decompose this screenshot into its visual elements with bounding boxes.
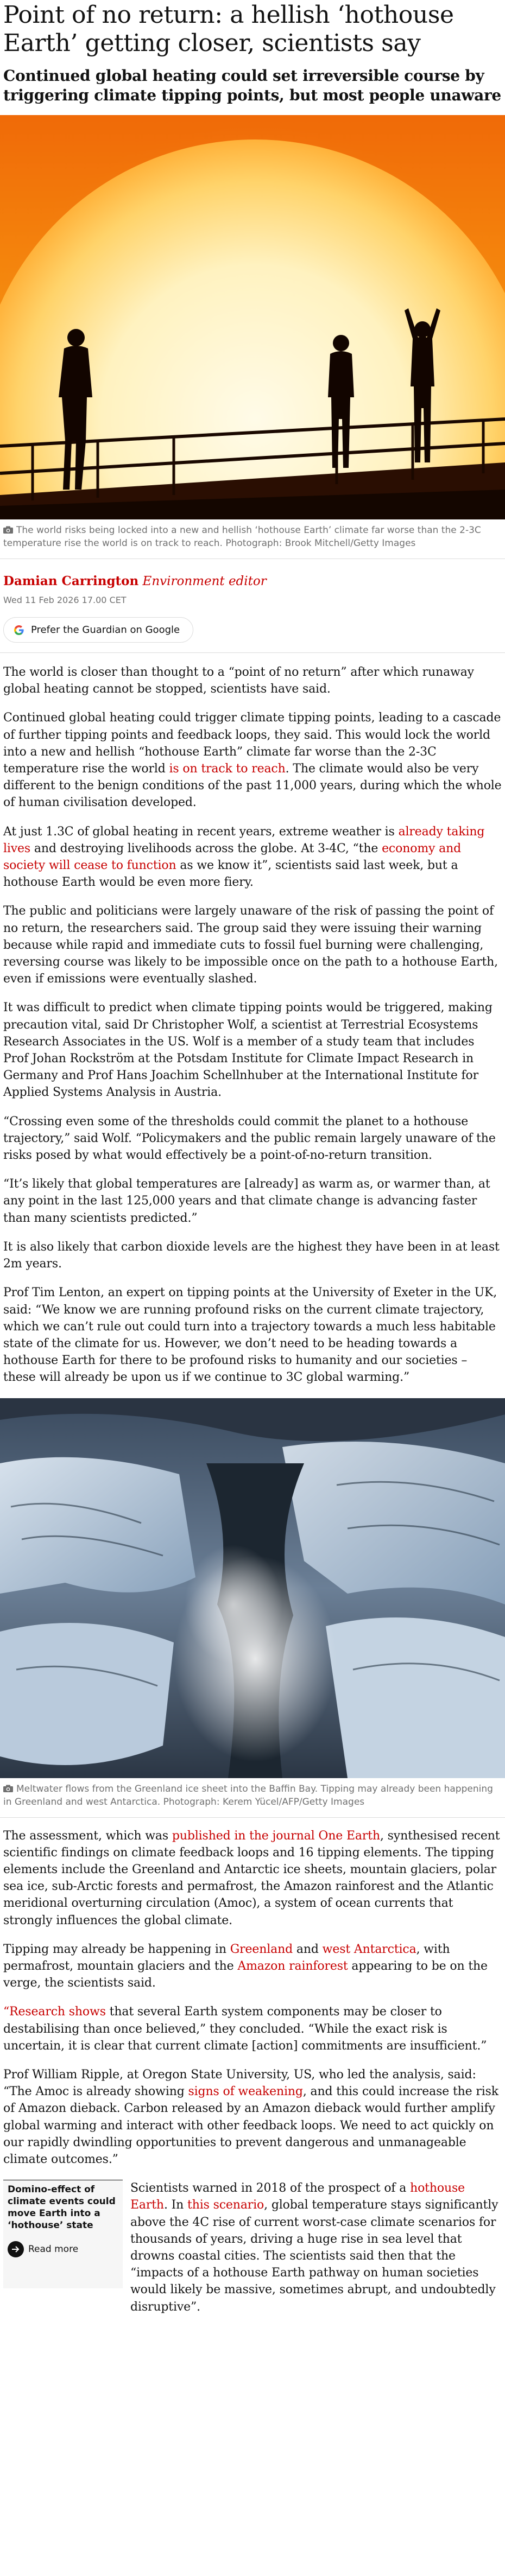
read-more-label: Read more (28, 2244, 79, 2255)
inline-link[interactable]: west Antarctica (322, 1942, 416, 1956)
prefer-guardian-button[interactable] (3, 617, 193, 643)
inline-link[interactable]: this scenario (187, 2198, 264, 2212)
inline-link[interactable]: Greenland (230, 1942, 293, 1956)
read-more-link[interactable] (8, 2241, 118, 2257)
related-row (0, 2180, 505, 2315)
paragraph: Scientists warned in 2018 of the prospect of a hothouse Earth. In this scenario, global temperature stays significantly above the 4C rise of current worst-case climate scenarios for thousands of years, driving a huge rise in sea level that drowns coastal cities. The scientists said then that the “impacts of a hothouse Earth pathway on human societies would likely be massive, sometimes abrupt, and undoubtedly disruptive”. (130, 2181, 498, 2314)
divider (0, 652, 505, 653)
paragraph: At just 1.3C of global heating in recent years, extreme weather is already taking lives and destroying livelihoods across the globe. At 3-4C, “the economy and society will cease to function as we know it”, scientists said last week, but a hothouse Earth would be even more fiery. (3, 824, 485, 890)
hero-caption-text: The world risks being locked into a new and hellish ‘hothouse Earth’ climate far worse than the 2-3C temperature rise the world is on track to reach. Photograph: Brook Mitchell/Getty Images (3, 525, 481, 549)
paragraph: It was difficult to predict when climate tipping points would be triggered, making precaution vital, said Dr Christopher Wolf, a scientist at Terrestrial Ecosystems Research Associates in the US. Wolf is a member of a study team that includes Prof Johan Rockström at the Potsdam Institute for Climate Impact Research in Germany and Prof Hans Joachim Schellnhuber at the International Institute for Applied Systems Analysis in Austria. (3, 1001, 493, 1100)
inline-link[interactable]: already taking lives (3, 824, 485, 855)
publish-date: Wed 11 Feb 2026 17.00 CET (3, 595, 127, 605)
hero-image (0, 115, 505, 519)
headline: Point of no return: a hellish ‘hothouse Earth’ getting closer, scientists say (3, 1, 454, 57)
paragraph: Continued global heating could trigger climate tipping points, leading to a cascade of further tipping points and feedback loops, they said. This would lock the world into a new and hellish “hothouse Earth” climate far worse than the 2-3C temperature rise the world is on track to reach. The climate would also be very different to the benign conditions of the past 11,000 years, during which the whole of human civilisation developed. (3, 711, 502, 810)
paragraph: The public and politicians were largely unaware of the risk of passing the point of no return, the researchers said. The group said they were issuing their warning because while rapid and immediate cuts to fossil fuel burning were challenging, reversing course was likely to be impossible once on the path to a hothouse Earth, even if emissions were eventually slashed. (3, 904, 498, 986)
arrow-right-icon (8, 2241, 24, 2257)
standfirst: Continued global heating could set irreversible course by triggering climate tipping points, but most people unaware (3, 67, 501, 104)
paragraph: Prof Tim Lenton, an expert on tipping points at the University of Exeter in the UK, said: “We know we are running profound risks on the current climate trajectory, which we can’t rule out could turn into a trajectory towards a much less habitable state of the climate for us. However, we don’t need to be heading towards a hothouse Earth for there to be profound risks to humanity and our societies – these will already be upon us if we continue to 3C global warming.” (3, 1286, 497, 1385)
author-role: Environment editor (142, 574, 267, 588)
paragraph: It is also likely that carbon dioxide levels are the highest they have been in at least 2m years. (3, 1240, 500, 1271)
meltwater-image (0, 1398, 505, 1778)
figure-caption-text: Meltwater flows from the Greenland ice sheet into the Baffin Bay. Tipping may already been happening in Greenland and west Antarctica. Photograph: Kerem Yücel/AFP/Getty Images (3, 1783, 493, 1807)
inline-link[interactable]: hothouse Earth (130, 2181, 465, 2212)
byline (0, 573, 505, 589)
inline-link[interactable]: signs of weakening (188, 2085, 303, 2099)
article-page (0, 1, 505, 2315)
figure-caption (0, 1778, 505, 1809)
camera-icon (3, 1785, 13, 1792)
article-body (0, 664, 505, 1386)
inline-link[interactable]: is on track to reach (169, 762, 286, 776)
related-article-card[interactable] (3, 2180, 123, 2288)
inline-link[interactable]: economy and society will cease to function (3, 841, 462, 873)
paragraph: “Crossing even some of the thresholds could commit the planet to a hothouse trajectory,” said Wolf. “Policymakers and the public remain largely unaware of the risks posed by what would effectively be a point-of-no-return transition. (3, 1114, 496, 1163)
paragraph: Prof William Ripple, at Oregon State University, US, who led the analysis, said: “The Amoc is already showing signs of weakening, and this could increase the risk of Amazon dieback. Carbon released by an Amazon dieback would further amplify global warming and interact with other feedback loops. We need to act quickly on our rapidly dwindling opportunities to prevent dangerous and unmanageable climate outcomes.” (3, 2067, 498, 2166)
paragraph: The world is closer than thought to a “point of no return” after which runaway global heating cannot be stopped, scientists have said. (3, 665, 474, 696)
article-body-continued (0, 1828, 505, 2168)
paragraph: The assessment, which was published in the journal One Earth, synthesised recent scientific findings on climate feedback loops and 16 tipping elements. The tipping elements include the Greenland and Antarctic ice sheets, mountain glaciers, polar sea ice, sub-Arctic forests and permafrost, the Amazon rainforest and the Atlantic meridional overturning circulation (Amoc), a system of ocean currents that strongly influences the global climate. (3, 1829, 500, 1927)
inline-link[interactable]: Amazon rainforest (237, 1959, 348, 1973)
hero-caption (0, 519, 505, 550)
camera-icon (3, 526, 13, 534)
inline-link[interactable]: “Research shows (3, 2005, 106, 2019)
google-g-icon (14, 625, 24, 636)
prefer-guardian-label: Prefer the Guardian on Google (31, 624, 180, 636)
author-link[interactable]: Damian Carrington (3, 574, 139, 588)
related-article-title: Domino-effect of climate events could move Earth into a ‘hothouse’ state (8, 2184, 116, 2231)
divider (0, 1817, 505, 1818)
paragraph: “Research shows that several Earth system components may be closer to destabilising than once believed,” they concluded. “While the exact risk is uncertain, it is clear that current climate [action] commitments are insufficient.” (3, 2005, 487, 2053)
paragraph: “It’s likely that global temperatures are [already] as warm as, or warmer than, at any point in the last 125,000 years and that climate change is advancing faster than many scientists predicted.” (3, 1177, 490, 1225)
inline-link[interactable]: published in the journal One Earth (172, 1829, 380, 1843)
paragraph: Tipping may already be happening in Greenland and west Antarctica, with permafrost, mountain glaciers and the Amazon rainforest appearing to be on the verge, the scientists said. (3, 1942, 488, 1990)
